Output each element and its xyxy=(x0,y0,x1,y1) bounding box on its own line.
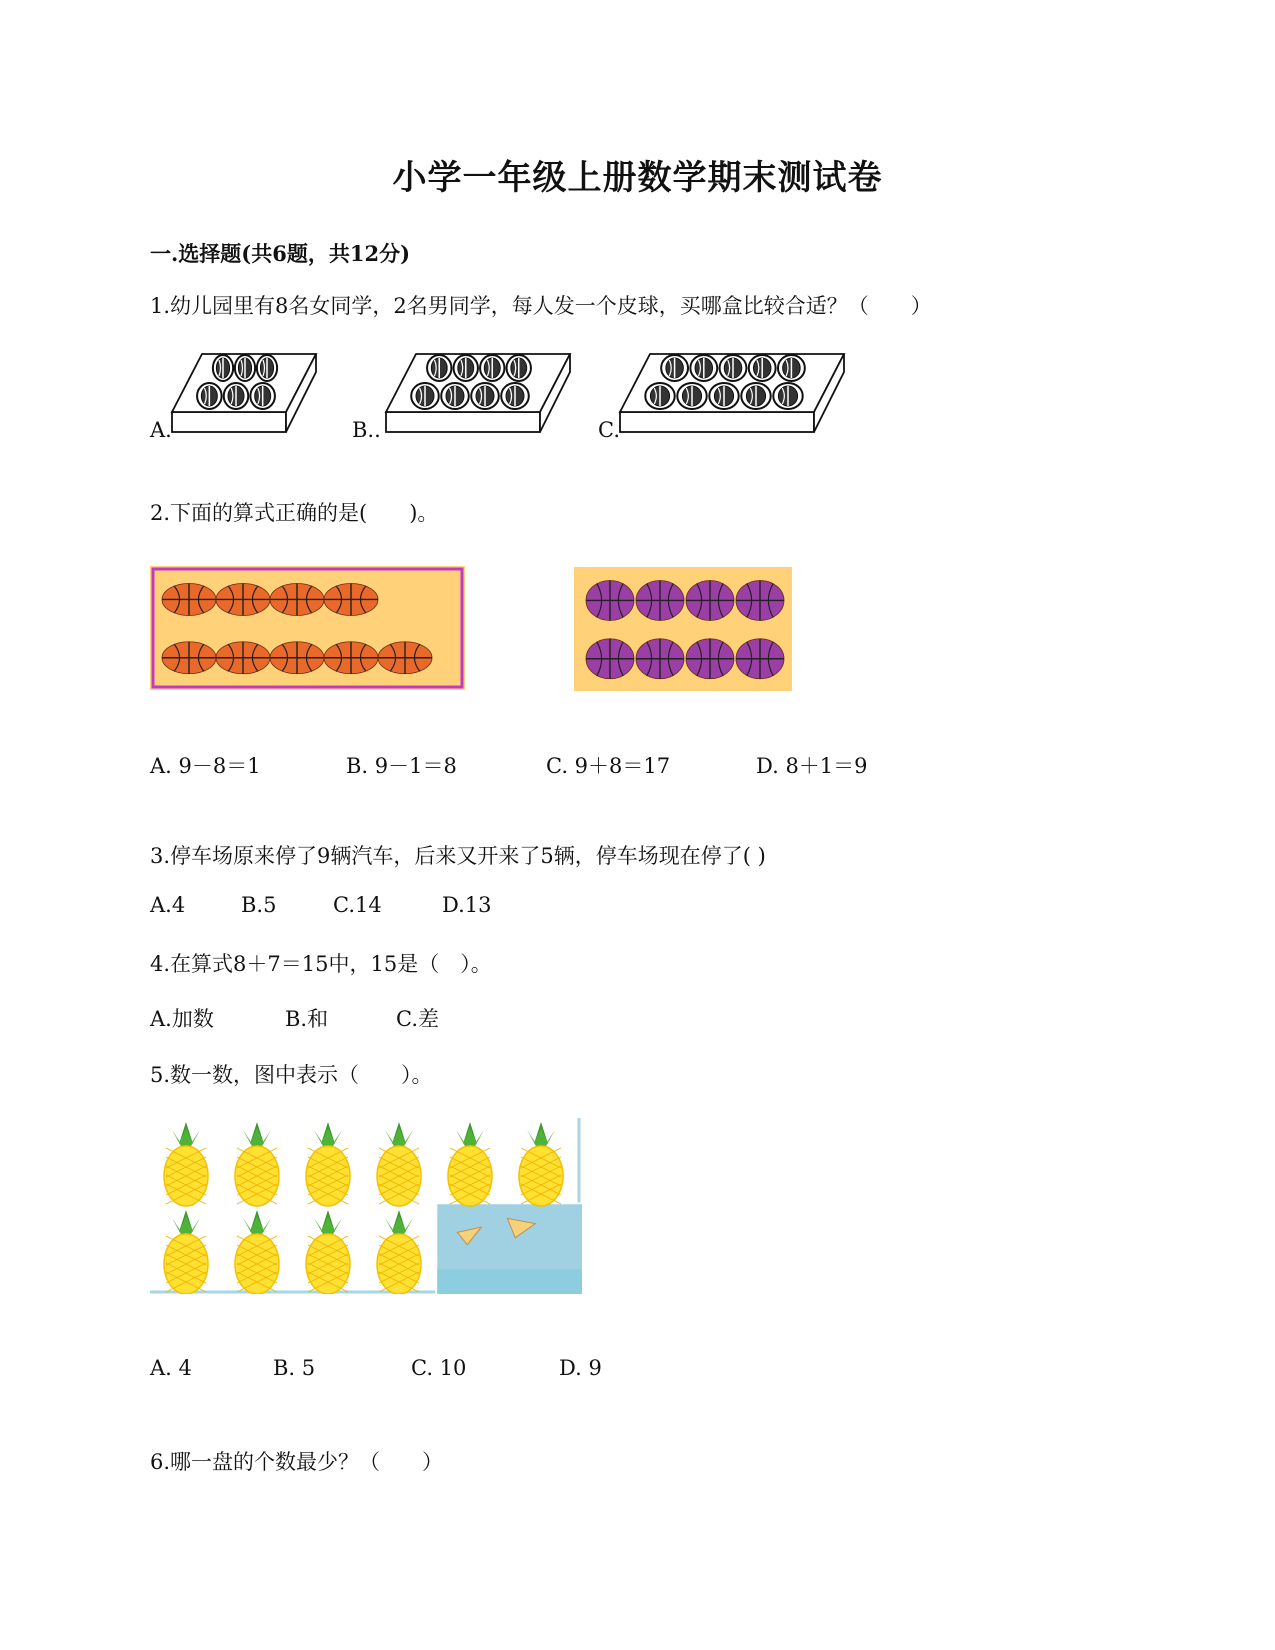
orange-basketballs-image xyxy=(150,566,465,690)
basketball-icon xyxy=(324,583,378,615)
ball-icon xyxy=(720,355,747,381)
question-6: 6.哪一盘的个数最少？（ ） xyxy=(150,1450,444,1474)
basketball-icon xyxy=(162,583,216,615)
ball-icon xyxy=(411,383,439,409)
q4-option-a: A.加数 xyxy=(150,1007,214,1031)
q2-option-d: D. 8＋1＝9 xyxy=(756,754,868,778)
ball-icon xyxy=(501,383,529,409)
basketball-icon xyxy=(586,580,634,620)
pineapples-image xyxy=(150,1118,582,1294)
ball-icon xyxy=(507,355,531,381)
q5-option-c: C. 10 xyxy=(411,1356,467,1380)
ball-box-c-image xyxy=(618,350,848,436)
basketball-icon xyxy=(216,642,270,674)
q2-option-c: C. 9＋8＝17 xyxy=(546,754,671,778)
basketball-icon xyxy=(636,580,684,620)
basketball-icon xyxy=(686,639,734,679)
q2-option-a: A. 9－8＝1 xyxy=(150,754,261,778)
ball-icon xyxy=(709,383,738,409)
basketball-icon xyxy=(736,580,784,620)
section-heading: 一.选择题(共6题，共12分) xyxy=(150,241,411,266)
ball-icon xyxy=(480,355,504,381)
ball-icon xyxy=(427,355,451,381)
q4-option-b: B.和 xyxy=(285,1007,329,1031)
ball-icon xyxy=(441,383,469,409)
ball-icon xyxy=(741,383,770,409)
basketball-icon xyxy=(162,642,216,674)
page-title: 小学一年级上册数学期末测试卷 xyxy=(392,158,883,198)
purple-basketballs-image xyxy=(574,567,792,691)
ball-icon xyxy=(213,355,233,381)
ball-icon xyxy=(645,383,674,409)
basketball-icon xyxy=(378,642,432,674)
basketball-icon xyxy=(270,583,324,615)
ball-icon xyxy=(677,383,706,409)
basketball-icon xyxy=(636,639,684,679)
question-3: 3.停车场原来停了9辆汽车，后来又开来了5辆，停车场现在停了( ) xyxy=(150,844,766,868)
ball-icon xyxy=(778,355,805,381)
ball-icon xyxy=(235,355,255,381)
ball-icon xyxy=(454,355,478,381)
basketball-icon xyxy=(686,580,734,620)
question-5: 5.数一数，图中表示（ ）。 xyxy=(150,1063,433,1087)
ball-box-b-image xyxy=(384,350,574,436)
question-1: 1.幼儿园里有8名女同学，2名男同学，每人发一个皮球，买哪盒比较合适？（ ） xyxy=(150,294,932,318)
question-2: 2.下面的算式正确的是( )。 xyxy=(150,501,439,525)
ball-icon xyxy=(690,355,717,381)
ball-icon xyxy=(773,383,802,409)
ball-icon xyxy=(257,355,277,381)
ball-box-a-image xyxy=(170,350,320,436)
q3-option-c: C.14 xyxy=(333,893,382,917)
basketball-icon xyxy=(586,639,634,679)
q4-option-c: C.差 xyxy=(396,1007,439,1031)
basketball-icon xyxy=(736,639,784,679)
q3-option-a: A.4 xyxy=(150,893,186,917)
q2-option-b: B. 9－1＝8 xyxy=(346,754,457,778)
ball-icon xyxy=(471,383,499,409)
ball-icon xyxy=(250,383,275,409)
basketball-icon xyxy=(270,642,324,674)
question-4: 4.在算式8＋7＝15中，15是（ ）。 xyxy=(150,952,492,976)
basketball-icon xyxy=(216,583,270,615)
q5-option-b: B. 5 xyxy=(273,1356,316,1380)
q3-option-d: D.13 xyxy=(442,893,492,917)
ball-icon xyxy=(224,383,249,409)
ball-icon xyxy=(197,383,222,409)
ball-icon xyxy=(661,355,688,381)
ball-icon xyxy=(749,355,776,381)
q5-option-a: A. 4 xyxy=(150,1356,192,1380)
q3-option-b: B.5 xyxy=(241,893,277,917)
q1-option-c-label: C. xyxy=(598,418,620,442)
q5-option-d: D. 9 xyxy=(559,1356,602,1380)
q1-option-a-label: A. xyxy=(150,418,172,442)
basketball-icon xyxy=(324,642,378,674)
q1-option-b-label: B.. xyxy=(352,418,381,442)
